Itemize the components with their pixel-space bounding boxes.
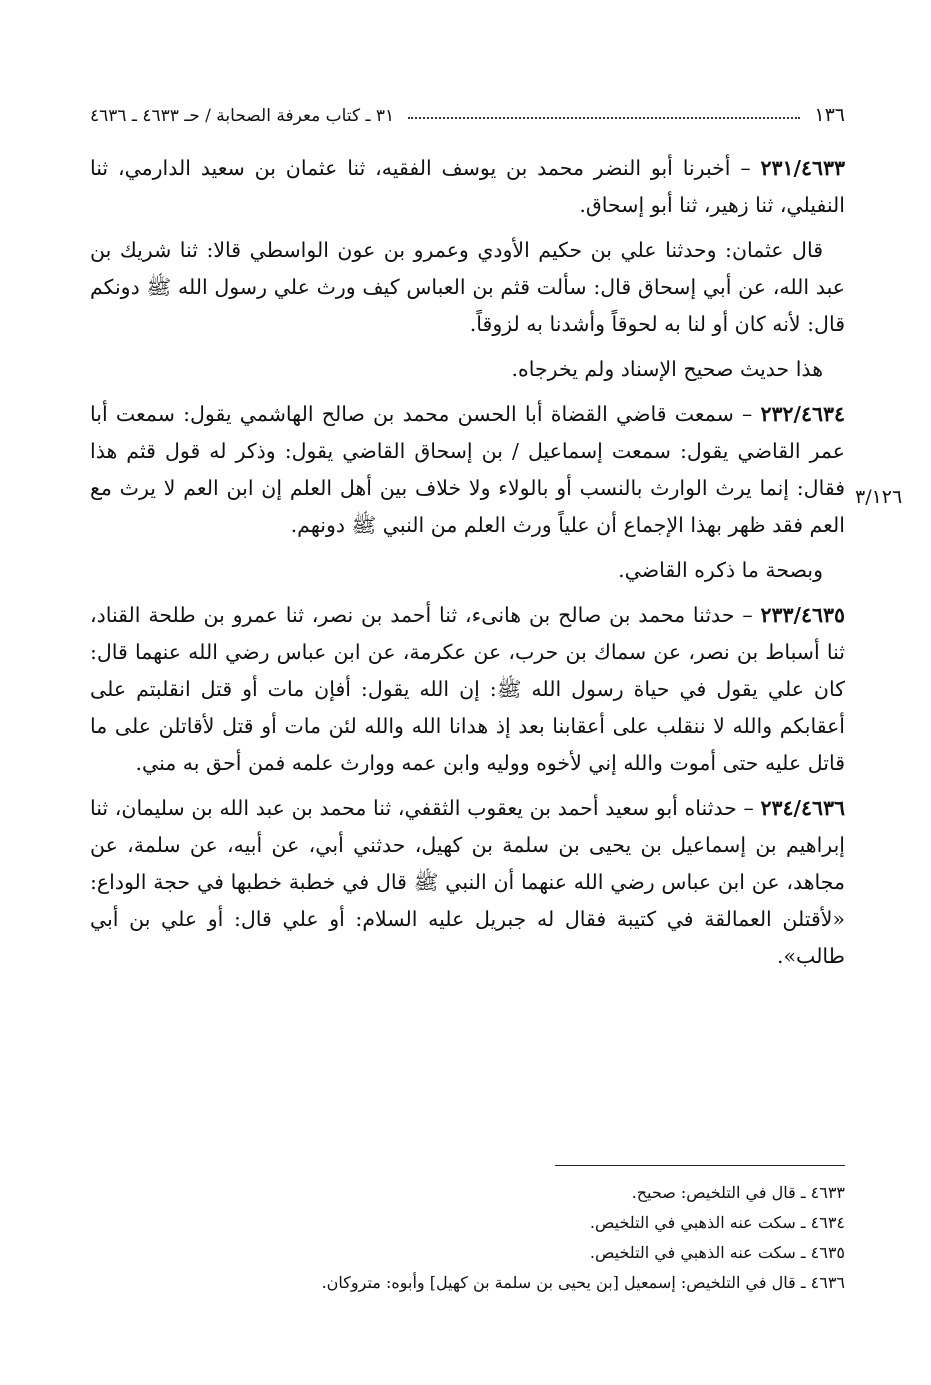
hadith-4633-chain (90, 150, 845, 224)
paragraph-text: هذا حديث صحيح الإسناد ولم يخرجاه. (511, 357, 823, 381)
page-header (90, 90, 845, 126)
page-number: ١٣٦ (814, 104, 845, 126)
hadith-4636 (90, 790, 845, 975)
main-text (90, 150, 845, 983)
footnote-separator (555, 1165, 845, 1166)
hadith-4633-grading (90, 351, 845, 388)
hadith-4634-note (90, 552, 845, 589)
hadith-4634 (90, 396, 845, 544)
paragraph-text: وبصحة ما ذكره القاضي. (618, 558, 823, 582)
running-title: ٣١ ـ كتاب معرفة الصحابة / حـ ٤٦٣٣ ـ ٤٦٣٦ (90, 106, 395, 126)
hadith-number: ٢٣٣/٤٦٣٥ (760, 603, 845, 627)
hadith-number: ٢٣٤/٤٦٣٦ (760, 796, 845, 820)
paragraph-text: – سمعت قاضي القضاة أبا الحسن محمد بن صالح الهاشمي يقول: سمعت أبا عمر القاضي يقول: سمعت إسماعيل / بن إسحاق القاضي يقول: وذكر له قول قثم هذا فقال: إنما يرث الوارث بالنسب أو بالولاء ولا خلاف بين أهل العلم إن ابن العم لا يرث مع العم فقد ظهر بهذا الإجماع أن علياً ورث العلم من النبي ﷺ دونهم. (90, 402, 845, 537)
paragraph-text: – أخبرنا أبو النضر محمد بن يوسف الفقيه، ثنا عثمان بن سعيد الدارمي، ثنا النفيلي، ثنا زهير، ثنا أبو إسحاق. (90, 156, 845, 217)
hadith-number: ٢٣١/٤٦٣٣ (760, 156, 845, 180)
footnote-4636: ٤٦٣٦ ـ قال في التلخيص: إسمعيل [بن يحيى بن سلمة بن كهيل] وأبوه: متروكان. (321, 1273, 845, 1292)
footnote-4635: ٤٦٣٥ ـ سكت عنه الذهبي في التلخيص. (589, 1243, 845, 1262)
hadith-4635 (90, 597, 845, 782)
paragraph-text: – حدثنا محمد بن صالح بن هانىء، ثنا أحمد بن نصر، ثنا عمرو بن طلحة القناد، ثنا أسباط بن نصر، عن سماك بن حرب، عن عكرمة، عن ابن عباس رضي الله عنهما قال: كان علي يقول في حياة رسول الله ﷺ: إن الله يقول: أفإن مات أو قتل انقلبتم على أعقابكم والله لا ننقلب على أعقابنا بعد إذ هدانا الله والله لئن مات أو قتل لأقاتلن على ما قاتل عليه حتى أموت والله إني لأخوه ووليه وابن عمه ووارث علمه فمن أحق به مني. (90, 603, 845, 775)
footnote-4634: ٤٦٣٤ ـ سكت عنه الذهبي في التلخيص. (589, 1213, 845, 1232)
paragraph-text: – حدثناه أبو سعيد أحمد بن يعقوب الثقفي، ثنا محمد بن عبد الله بن سليمان، ثنا إبراهيم بن إسماعيل بن يحيى بن سلمة بن كهيل، حدثني أبي، عن أبيه، عن سلمة، عن مجاهد، عن ابن عباس رضي الله عنهما أن النبي ﷺ قال في خطبة خطبها في حجة الوداع: «لأقتلن العمالقة في كتيبة فقال له جبريل عليه السلام: أو علي قال: أو علي بن أبي طالب». (90, 796, 845, 968)
footnotes (90, 1178, 845, 1298)
hadith-number: ٢٣٢/٤٦٣٤ (760, 402, 845, 426)
margin-volume-reference: ٣/١٢٦ (855, 486, 903, 508)
footnote-4633: ٤٦٣٣ ـ قال في التلخيص: صحيح. (631, 1183, 845, 1202)
header-leader-dots (408, 116, 800, 119)
paragraph-text: قال عثمان: وحدثنا علي بن حكيم الأودي وعمرو بن عون الواسطي قالا: ثنا شريك بن عبد الله، عن أبي إسحاق قال: سألت قثم بن العباس كيف ورث علي رسول الله ﷺ دونكم قال: لأنه كان أو لنا به لحوقاً وأشدنا به لزوقاً. (90, 238, 845, 336)
hadith-4633-narration (90, 232, 845, 343)
